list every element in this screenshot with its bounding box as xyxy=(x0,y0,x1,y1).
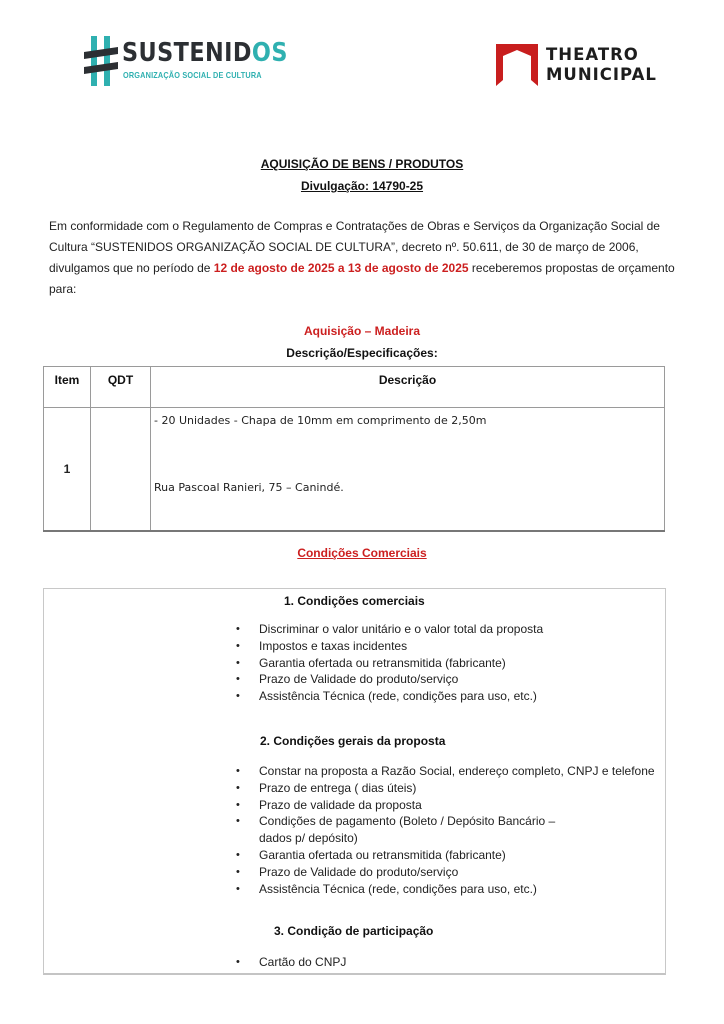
section-1-title: 1. Condições comerciais xyxy=(284,594,425,608)
header-description: Descrição xyxy=(151,367,665,408)
document-title: AQUISIÇÃO DE BENS / PRODUTOS xyxy=(260,157,464,171)
description-line-1: - 20 Unidades - Chapa de 10mm em comprimento de 2,50m xyxy=(154,414,487,427)
intro-text-1: Em conformidade com o Regulamento de Compras e Contratações de Obras e Serviços da Organização Social de Cultura “SUSTENIDOS ORGANIZAÇÃO SOCIAL DE CULTURA”, decreto nº. 50.611, de 30 de março de 2006, divulgamos que no período de xyxy=(49,219,660,275)
list-item: • Assistência Técnica (rede, condições para uso, etc.) xyxy=(236,688,676,705)
section-2-list xyxy=(236,763,661,897)
logo-line-2: MUNICIPAL xyxy=(546,65,657,84)
list-item: • Garantia ofertada ou retransmitida (fabricante) xyxy=(236,847,661,864)
cell-item: 1 xyxy=(44,408,91,532)
acquisition-subheading: Descrição/Especificações: xyxy=(286,346,438,360)
list-item: • Assistência Técnica (rede, condições para uso, etc.) xyxy=(236,881,661,898)
hash-logo-icon xyxy=(84,36,118,86)
acquisition-heading: Aquisição – Madeira xyxy=(303,324,421,338)
sustenidos-wordmark: SUSTENIDOS xyxy=(122,38,288,68)
logo-line-1: THEATRO xyxy=(546,45,639,64)
sustenidos-logo xyxy=(84,36,288,88)
list-item: • Impostos e taxas incidentes xyxy=(236,638,676,655)
list-item: • Prazo de Validade do produto/serviço xyxy=(236,671,676,688)
intro-period: 12 de agosto de 2025 a 13 de agosto de 2025 xyxy=(213,261,469,275)
header-item: Item xyxy=(44,367,91,408)
cell-description xyxy=(151,408,665,532)
list-item: • Discriminar o valor unitário e o valor total da proposta xyxy=(236,621,676,638)
section-2-title: 2. Condições gerais da proposta xyxy=(260,734,446,748)
intro-text-2: receberemos propostas de orçamento para: xyxy=(49,261,675,296)
table-header-row xyxy=(44,367,665,408)
list-item: • Constar na proposta a Razão Social, endereço completo, CNPJ e telefone xyxy=(236,763,661,780)
list-item: • Prazo de validade da proposta xyxy=(236,797,661,814)
items-table xyxy=(43,366,665,532)
table-row xyxy=(44,408,665,532)
theatro-municipal-logo xyxy=(496,44,666,90)
cell-qdt xyxy=(91,408,151,532)
list-item: • Cartão do CNPJ xyxy=(236,954,676,971)
description-line-2: Rua Pascoal Ranieri, 75 – Canindé. xyxy=(154,481,344,494)
header-qdt: QDT xyxy=(91,367,151,408)
sustenidos-tagline: ORGANIZAÇÃO SOCIAL DE CULTURA xyxy=(123,70,262,80)
list-item: • Garantia ofertada ou retransmitida (fabricante) xyxy=(236,655,676,672)
list-item: • Condições de pagamento (Boleto / Depósito Bancário – dados p/ depósito) xyxy=(236,813,589,847)
section-3-title: 3. Condição de participação xyxy=(274,924,434,938)
disclosure-number: Divulgação: 14790-25 xyxy=(300,179,424,193)
list-item: • Prazo de entrega ( dias úteis) xyxy=(236,780,661,797)
theatre-arch-icon xyxy=(496,44,538,86)
conditions-title: Condições Comerciais xyxy=(297,546,427,560)
section-3-list xyxy=(236,954,676,971)
intro-paragraph xyxy=(49,216,679,300)
conditions-box xyxy=(43,588,666,975)
list-item: • Prazo de Validade do produto/serviço xyxy=(236,864,661,881)
section-1-list xyxy=(236,621,676,705)
